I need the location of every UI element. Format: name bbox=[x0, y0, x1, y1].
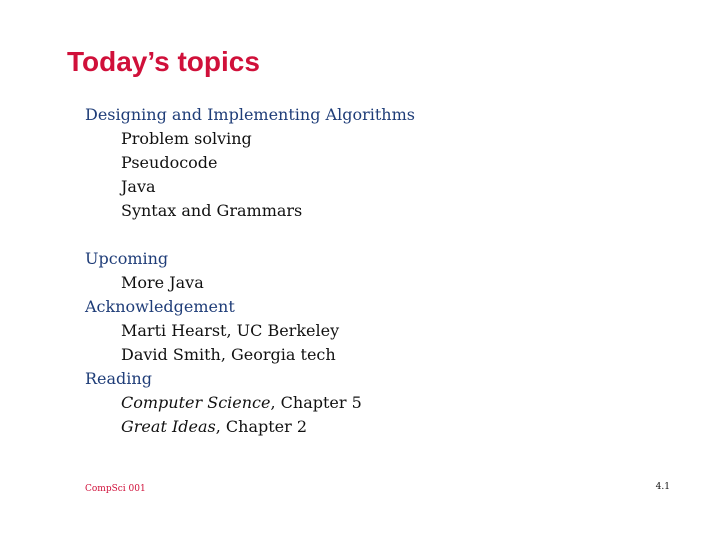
reading-item bbox=[85, 391, 415, 415]
book-title: Great Ideas bbox=[121, 417, 216, 436]
acknowledgement-item: Marti Hearst, UC Berkeley bbox=[121, 321, 340, 340]
section-heading-acknowledgement: Acknowledgement bbox=[85, 297, 235, 316]
slide-number: 4.1 bbox=[655, 482, 670, 492]
section-heading-algorithms: Designing and Implementing Algorithms bbox=[85, 105, 415, 124]
section-spacer bbox=[85, 223, 415, 247]
section-heading-upcoming: Upcoming bbox=[85, 249, 169, 268]
topic-item: Pseudocode bbox=[121, 153, 218, 172]
topic-item: Java bbox=[121, 177, 156, 196]
acknowledgement-item: David Smith, Georgia tech bbox=[121, 345, 336, 364]
slide-body bbox=[85, 103, 415, 439]
section-heading-reading: Reading bbox=[85, 369, 152, 388]
topic-item: Problem solving bbox=[121, 129, 252, 148]
slide-title: Today’s topics bbox=[67, 46, 260, 77]
footer-course: CompSci 001 bbox=[85, 484, 146, 494]
chapter-ref: , Chapter 5 bbox=[270, 393, 362, 412]
chapter-ref: , Chapter 2 bbox=[215, 417, 308, 436]
book-title: Computer Science bbox=[121, 393, 271, 412]
topic-item: Syntax and Grammars bbox=[121, 201, 303, 220]
reading-item bbox=[85, 415, 415, 439]
upcoming-item: More Java bbox=[121, 273, 204, 292]
